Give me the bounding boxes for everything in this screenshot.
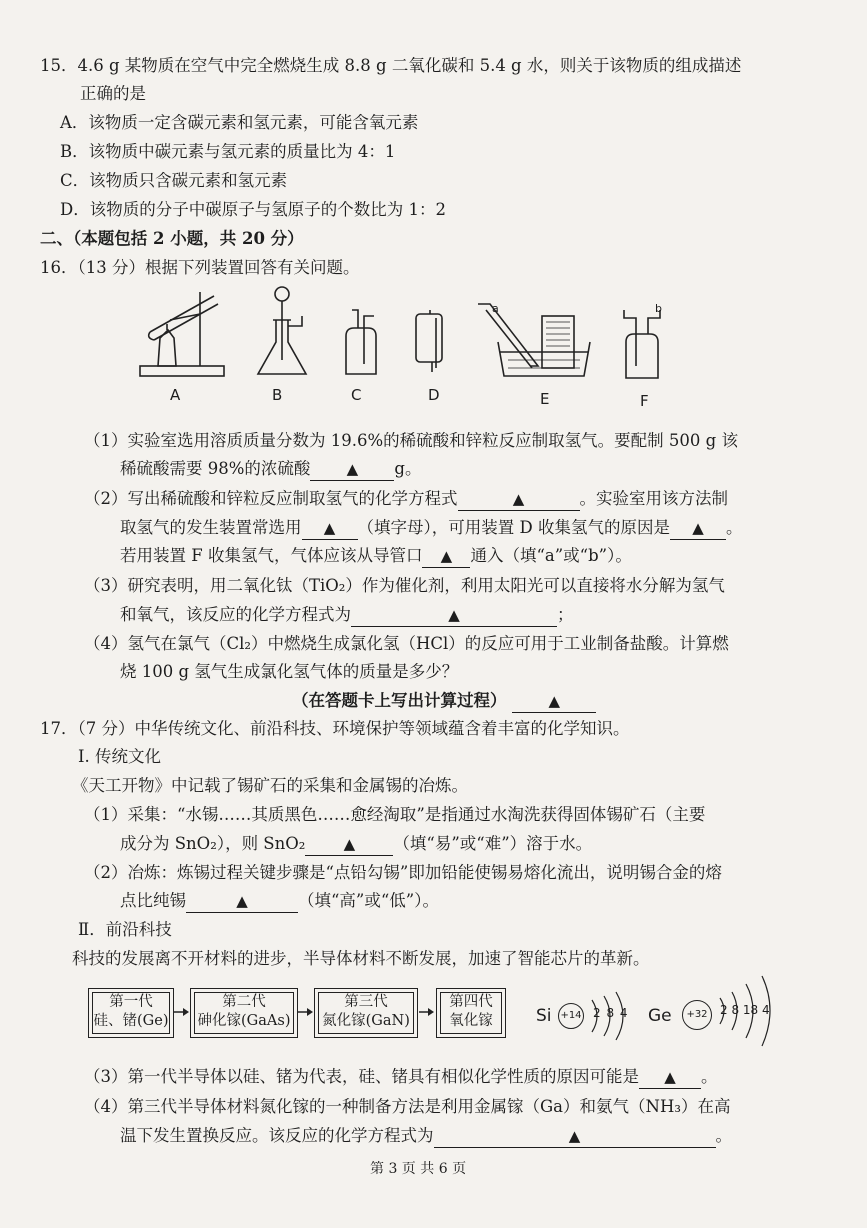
apparatus-label-a: A	[170, 386, 181, 404]
gen-box-4: 第四代 氧化镓	[436, 988, 506, 1038]
apparatus-label-d: D	[428, 386, 440, 404]
q16-part2-line3: 若用装置 F 收集氢气，气体应该从导管口 ▲ 通入（填“a”或“b”）。	[120, 545, 632, 568]
q16-part2-line1: （2）写出稀硫酸和锌粒反应制取氢气的化学方程式 ▲ 。实验室用该方法制	[84, 488, 728, 511]
q15-stem-line2: 正确的是	[80, 84, 146, 103]
si-nucleus: +14	[558, 1003, 584, 1029]
q17-intro1: 《天工开物》中记载了锡矿石的采集和金属锡的冶炼。	[72, 776, 468, 795]
q17-part4-line1: （4）第三代半导体材料氮化镓的一种制备方法是利用金属镓（Ga）和氨气（NH₃）在高	[84, 1097, 731, 1116]
gen-box-2: 第二代 砷化镓(GaAs)	[190, 988, 298, 1038]
q17-heading-frontier: Ⅱ．前沿科技	[78, 920, 172, 939]
answer-blank[interactable]: ▲	[512, 690, 596, 713]
answer-blank[interactable]: ▲	[458, 488, 580, 511]
q17-stem: 17．（7 分）中华传统文化、前沿科技、环境保护等领域蕴含着丰富的化学知识。	[40, 719, 630, 738]
port-label-b: b	[655, 302, 662, 315]
arrow-icon	[298, 1006, 314, 1018]
answer-blank[interactable]: ▲	[186, 890, 298, 913]
q16-part2-line2: 取氢气的发生装置常选用 ▲ （填字母），可用装置 D 收集氢气的原因是 ▲ 。	[120, 517, 742, 540]
answer-blank[interactable]: ▲	[305, 833, 393, 856]
q15-option-c: C．该物质只含碳元素和氢元素	[60, 171, 288, 190]
page-footer: 第 3 页 共 6 页	[370, 1161, 467, 1177]
q17-part1-line1: （1）采集：“水锡……其质黑色……愈经淘取”是指通过水淘洗获得固体锡矿石（主要	[84, 805, 706, 824]
answer-blank[interactable]: ▲	[302, 517, 358, 540]
ge-shell-electrons: 2 8 18 4	[720, 1003, 770, 1017]
q16-part3-line1: （3）研究表明，用二氧化钛（TiO₂）作为催化剂，利用太阳光可以直接将水分解为氢气	[84, 576, 725, 595]
si-symbol: Si	[536, 1006, 552, 1026]
q15-option-b: B．该物质中碳元素与氢元素的质量比为 4：1	[60, 142, 396, 161]
answer-blank[interactable]: ▲	[351, 604, 557, 627]
si-shell-electrons: 2 8 4	[593, 1006, 629, 1020]
q17-part1-line2: 成分为 SnO₂），则 SnO₂ ▲ （填“易”或“难”）溶于水。	[120, 833, 592, 856]
q16-part4-line3: （在答题卡上写出计算过程） ▲	[292, 690, 596, 713]
q17-heading-traditional: Ⅰ. 传统文化	[78, 747, 162, 766]
q17-part3-line1: （3）第一代半导体以硅、锗为代表，硅、锗具有相似化学性质的原因可能是 ▲ 。	[84, 1066, 718, 1089]
arrow-icon	[419, 1006, 435, 1018]
apparatus-label-c: C	[351, 386, 362, 404]
q16-part4-line1: （4）氢气在氯气（Cl₂）中燃烧生成氯化氢（HCl）的反应可用于工业制备盐酸。计算燃	[84, 634, 729, 653]
q17-intro2: 科技的发展离不开材料的进步，半导体材料不断发展，加速了智能芯片的革新。	[72, 949, 650, 968]
q15-option-a: A．该物质一定含碳元素和氢元素，可能含氧元素	[60, 113, 419, 132]
answer-blank[interactable]: ▲	[670, 517, 726, 540]
q16-part3-line2: 和氧气，该反应的化学方程式为 ▲ ；	[120, 604, 574, 627]
q15-option-d: D．该物质的分子中碳原子与氢原子的个数比为 1：2	[60, 200, 446, 219]
port-label-a: a	[492, 302, 499, 315]
q16-stem: 16．（13 分）根据下列装置回答有关问题。	[40, 258, 360, 277]
gen-box-1: 第一代 硅、锗(Ge)	[88, 988, 174, 1038]
q15-stem-line1: 15．4.6 g 某物质在空气中完全燃烧生成 8.8 g 二氧化碳和 5.4 g 水，则关于该物质的组成描述	[40, 56, 742, 75]
q17-part4-line2: 温下发生置换反应。该反应的化学方程式为 ▲ 。	[120, 1125, 732, 1148]
apparatus-label-e: E	[540, 390, 550, 408]
answer-blank[interactable]: ▲	[639, 1066, 701, 1089]
answer-blank[interactable]: ▲	[422, 545, 470, 568]
apparatus-diagram	[130, 280, 690, 385]
ge-symbol: Ge	[648, 1006, 672, 1026]
q17-part2-line2: 点比纯锡 ▲ （填“高”或“低”）。	[120, 890, 439, 913]
ge-nucleus: +32	[682, 1000, 712, 1030]
q17-part2-line1: （2）冶炼：炼锡过程关键步骤是“点铅勾锡”即加铅能使锡易熔化流出，说明锡合金的熔	[84, 863, 722, 882]
q16-part1-line2: 稀硫酸需要 98%的浓硫酸 ▲ g。	[120, 458, 421, 481]
arrow-icon	[174, 1006, 190, 1018]
answer-blank[interactable]: ▲	[310, 458, 394, 481]
gen-box-3: 第三代 氮化镓(GaN)	[314, 988, 418, 1038]
q16-part4-line2: 烧 100 g 氢气生成氯化氢气体的质量是多少？	[120, 662, 459, 681]
q16-part1-line1: （1）实验室选用溶质质量分数为 19.6%的稀硫酸和锌粒反应制取氢气。要配制 500 g 该	[84, 431, 738, 450]
answer-blank[interactable]: ▲	[434, 1125, 716, 1148]
section-heading: 二、（本题包括 2 小题，共 20 分）	[40, 229, 304, 248]
apparatus-label-f: F	[640, 392, 649, 410]
apparatus-label-b: B	[272, 386, 283, 404]
